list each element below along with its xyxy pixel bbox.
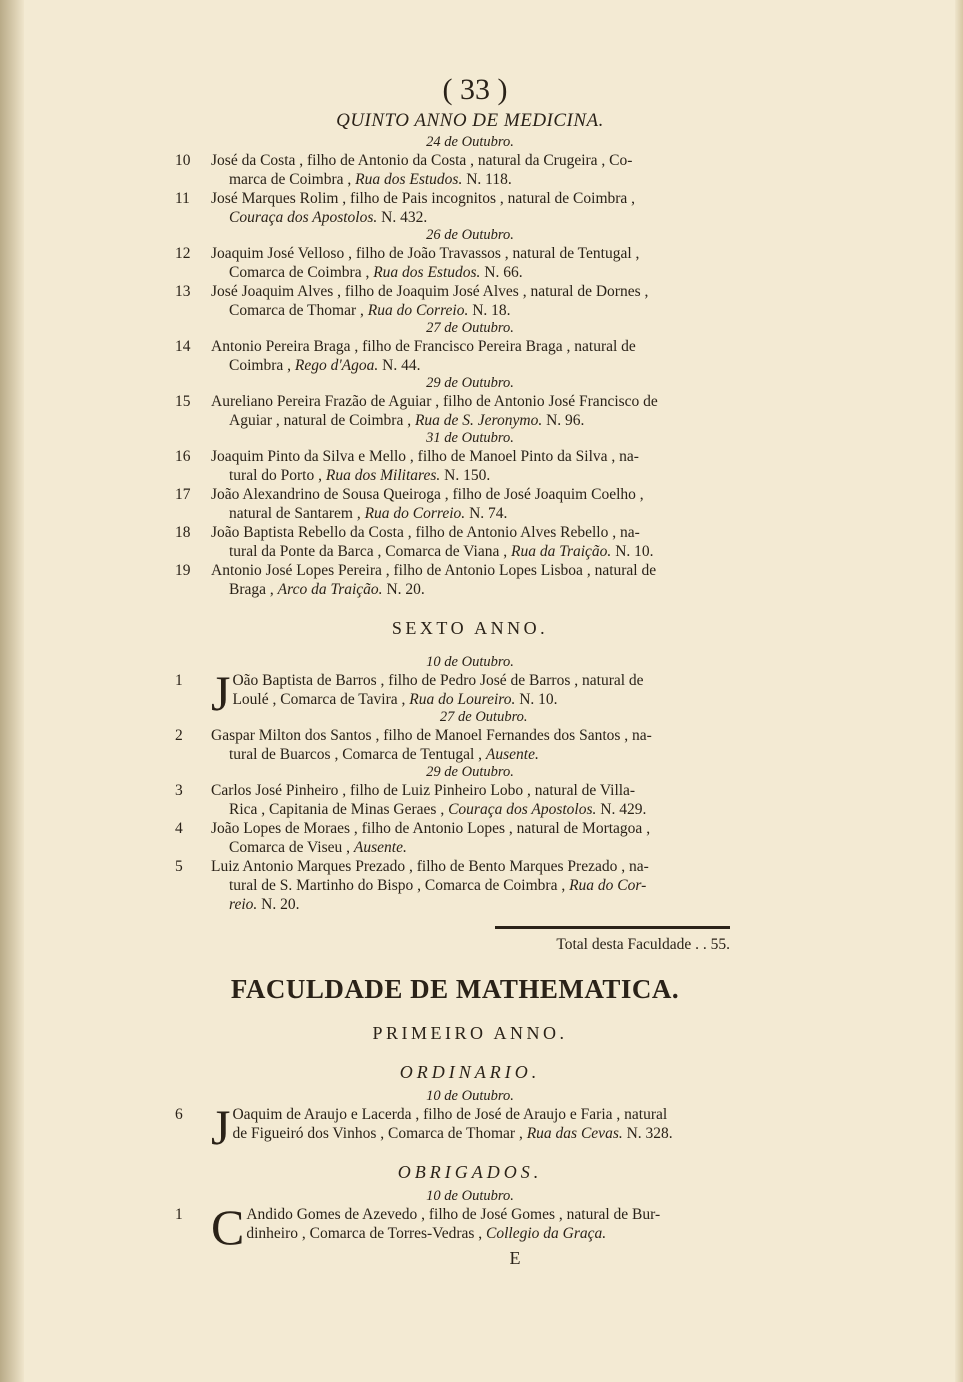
entry-address: Rego d'Agoa. [294, 357, 379, 374]
entry-line-text: natural de Santarem , [229, 505, 365, 522]
entry-line-text: tural do Porto , [229, 467, 326, 484]
entry-number: 6 [175, 1106, 183, 1123]
entry-line-text: N. 20. [382, 581, 425, 598]
entry-text [211, 485, 735, 523]
drop-capital: C [211, 1199, 245, 1255]
register-entry [175, 189, 735, 227]
entry-address: Rua da Traição. [510, 543, 612, 560]
entry-line [211, 838, 735, 857]
entry-text [211, 337, 735, 375]
entry-address: Collegio da Graça. [486, 1225, 607, 1242]
entry-line [211, 857, 735, 876]
entry-line-text: Joaquim José Velloso , filho de João Travassos , natural de Tentugal , [211, 245, 640, 262]
entry-line [211, 485, 735, 504]
entry-line-text: N. 18. [468, 302, 511, 319]
register-entry [175, 523, 735, 561]
sexto-anno-list [175, 654, 735, 914]
register-entry [175, 282, 735, 320]
entry-date: 24 de Outubro. [426, 134, 514, 150]
register-entry [175, 819, 735, 857]
entry-address: Rua de S. Jeronymo. [414, 412, 543, 429]
page-content [175, 72, 735, 1268]
entry-line-text: João Alexandrino de Sousa Queiroga , filho de José Joaquim Coelho , [211, 486, 644, 503]
entry-number: 4 [175, 820, 183, 837]
drop-capital: J [211, 665, 231, 721]
entry-number: 5 [175, 858, 183, 875]
entry-number: 11 [175, 190, 190, 207]
entry-text [211, 819, 735, 857]
entry-text [211, 282, 735, 320]
entry-line [211, 800, 735, 819]
entry-line-text: N. 44. [378, 357, 421, 374]
entry-address: Rua dos Estudos. [355, 171, 463, 188]
entry-date: 29 de Outubro. [426, 375, 514, 391]
entry-text [211, 392, 735, 430]
entry-address: Couraça dos Apostolos. [229, 209, 378, 226]
entry-line [211, 542, 735, 561]
register-entry [175, 244, 735, 282]
entry-address: Rua dos Militares. [325, 467, 441, 484]
entry-line [211, 781, 735, 800]
entry-number: 16 [175, 448, 191, 465]
entry-line [211, 170, 735, 189]
entry-line-text: de Figueiró dos Vinhos , Comarca de Thomar , [232, 1125, 527, 1142]
entry-text [211, 189, 735, 227]
entry-number: 13 [175, 283, 191, 300]
entry-number: 19 [175, 562, 191, 579]
ordinario-list [175, 1088, 735, 1155]
entry-date: 10 de Outubro. [426, 654, 514, 670]
quinto-anno-list [175, 134, 735, 599]
entry-line-text: Aguiar , natural de Coimbra , [229, 412, 415, 429]
entry-line-text: N. 96. [542, 412, 585, 429]
entry-line [211, 282, 735, 301]
entry-line-text: N. 10. [515, 691, 558, 708]
entry-line [211, 208, 735, 227]
entry-line [211, 392, 735, 411]
entry-text [211, 244, 735, 282]
entry-line-text: Comarca de Viseu , [229, 839, 354, 856]
entry-number: 2 [175, 727, 183, 744]
register-entry [175, 485, 735, 523]
entry-line-text: Luiz Antonio Marques Prezado , filho de Bento Marques Prezado , na- [211, 858, 649, 875]
entry-line [211, 447, 735, 466]
drop-capital: J [211, 1099, 231, 1155]
entry-number: 1 [175, 672, 183, 689]
entry-line-text: N. 150. [440, 467, 491, 484]
obrigados-list [175, 1188, 735, 1255]
register-entry [175, 726, 735, 764]
entry-address: Couraça dos Apostolos. [448, 801, 597, 818]
section-title: QUINTO ANNO DE MEDICINA. [336, 110, 604, 131]
entry-line-text: tural de Buarcos , Comarca de Tentugal , [229, 746, 486, 763]
entry-address: reio. [229, 896, 258, 913]
entry-line [211, 819, 735, 838]
entry-line [211, 895, 735, 914]
total-rule [495, 926, 730, 929]
entry-text [211, 523, 735, 561]
entry-line [211, 523, 735, 542]
entry-line-text: N. 20. [257, 896, 300, 913]
entry-line-text: José da Costa , filho de Antonio da Costa , natural da Crugeira , Co- [211, 152, 633, 169]
entry-address: Ausente. [485, 746, 539, 763]
register-entry [175, 781, 735, 819]
entry-line-text: Antonio José Lopes Pereira , filho de Antonio Lopes Lisboa , natural de [211, 562, 657, 579]
entry-line-text: N. 432. [377, 209, 428, 226]
entry-text [211, 1099, 735, 1155]
entry-address: Rua do Correio. [364, 505, 466, 522]
entry-date: 31 de Outubro. [426, 430, 514, 446]
entry-line-text: Gaspar Milton dos Santos , filho de Manoel Fernandes dos Santos , na- [211, 727, 652, 744]
entry-line-text: N. 10. [611, 543, 654, 560]
ordinario-heading: ORDINARIO. [399, 1062, 541, 1082]
binding-edge [0, 0, 24, 1382]
entry-line [211, 580, 735, 599]
entry-line [211, 244, 735, 263]
entry-address: Ausente. [353, 839, 407, 856]
entry-text [211, 1199, 735, 1255]
entry-text [211, 857, 735, 914]
entry-line-text: Antonio Pereira Braga , filho de Francisco Pereira Braga , natural de [211, 338, 636, 355]
entry-line-text: Braga , [229, 581, 278, 598]
register-entry [175, 151, 735, 189]
entry-date: 10 de Outubro. [426, 1088, 514, 1104]
entry-line [211, 690, 735, 709]
entry-line-text: N. 328. [622, 1125, 673, 1142]
entry-line-text: marca de Coimbra , [229, 171, 356, 188]
entry-line-text: Andido Gomes de Azevedo , filho de José Gomes , natural de Bur- [246, 1206, 661, 1223]
entry-line-text: tural da Ponte da Barca , Comarca de Viana , [229, 543, 511, 560]
entry-line [211, 411, 735, 430]
register-entry [175, 561, 735, 599]
entry-line-text: N. 66. [480, 264, 523, 281]
entry-address: Rua dos Estudos. [373, 264, 481, 281]
sexto-anno-heading: SEXTO ANNO. [391, 618, 549, 638]
register-entry [175, 392, 735, 430]
entry-line-text: Comarca de Thomar , [229, 302, 368, 319]
obrigados-heading: OBRIGADOS. [397, 1162, 543, 1182]
primeiro-anno-heading: PRIMEIRO ANNO. [372, 1023, 568, 1043]
entry-line [211, 263, 735, 282]
register-entry [175, 337, 735, 375]
entry-line [211, 356, 735, 375]
entry-number: 17 [175, 486, 191, 503]
entry-number: 3 [175, 782, 183, 799]
entry-line-text: José Joaquim Alves , filho de Joaquim José Alves , natural de Dornes , [211, 283, 649, 300]
entry-line-text: João Lopes de Moraes , filho de Antonio Lopes , natural de Mortagoa , [211, 820, 651, 837]
entry-number: 15 [175, 393, 191, 410]
entry-address: Rua das Cevas. [526, 1125, 623, 1142]
register-entry [175, 1199, 735, 1255]
register-entry [175, 857, 735, 914]
entry-line-text: Aureliano Pereira Frazão de Aguiar , filho de Antonio José Francisco de [211, 393, 658, 410]
entry-line-text: Coimbra , [229, 357, 295, 374]
faculty-total: Total desta Faculdade . . 55. [556, 936, 730, 953]
register-entry [175, 1099, 735, 1155]
entry-line-text: N. 118. [462, 171, 512, 188]
entry-line-text: N. 429. [596, 801, 647, 818]
entry-date: 27 de Outubro. [426, 320, 514, 336]
entry-line [211, 337, 735, 356]
entry-line [211, 466, 735, 485]
entry-line [211, 301, 735, 320]
entry-address: Arco da Traição. [277, 581, 383, 598]
entry-line [211, 745, 735, 764]
entry-line-text: João Baptista Rebello da Costa , filho de Antonio Alves Rebello , na- [211, 524, 640, 541]
entry-line [211, 151, 735, 170]
entry-line [211, 504, 735, 523]
entry-number: 14 [175, 338, 191, 355]
signature-mark: E [509, 1248, 521, 1268]
faculty-heading: FACULDADE DE MATHEMATICA. [230, 974, 680, 1004]
entry-text [211, 151, 735, 189]
entry-address: Rua do Correio. [367, 302, 469, 319]
entry-date: 26 de Outubro. [426, 227, 514, 243]
entry-text [211, 447, 735, 485]
entry-text [211, 561, 735, 599]
entry-line-text: Joaquim Pinto da Silva e Mello , filho de Manoel Pinto da Silva , na- [211, 448, 639, 465]
entry-line [211, 1124, 735, 1143]
entry-date: 27 de Outubro. [439, 709, 528, 725]
entry-line-text: Comarca de Coimbra , [229, 264, 374, 281]
entry-number: 12 [175, 245, 191, 262]
entry-address: Rua do Cor- [569, 877, 647, 894]
entry-number: 18 [175, 524, 191, 541]
page-number: ( 33 ) [442, 73, 508, 106]
entry-text [211, 781, 735, 819]
register-entry [175, 447, 735, 485]
entry-line-text: Loulé , Comarca de Tavira , [232, 691, 410, 708]
entry-line-text: Carlos José Pinheiro , filho de Luiz Pinheiro Lobo , natural de Villa- [211, 782, 636, 799]
entry-address: Rua do Loureiro. [409, 691, 516, 708]
entry-date: 10 de Outubro. [426, 1188, 514, 1204]
entry-date: 29 de Outubro. [426, 764, 514, 780]
entry-number: 1 [175, 1206, 183, 1223]
entry-line [211, 561, 735, 580]
entry-line-text: tural de S. Martinho do Bispo , Comarca de Coimbra , [229, 877, 570, 894]
entry-text [211, 726, 735, 764]
entry-line-text: Rica , Capitania de Minas Geraes , [229, 801, 449, 818]
entry-line-text: N. 74. [465, 505, 508, 522]
entry-line-text: dinheiro , Comarca de Torres-Vedras , [246, 1225, 487, 1242]
entry-line-text: Oaquim de Araujo e Lacerda , filho de José de Araujo e Faria , natural [232, 1106, 668, 1123]
entry-line-text: Oão Baptista de Barros , filho de Pedro José de Barros , natural de [232, 672, 644, 689]
entry-number: 10 [175, 152, 191, 169]
entry-line [211, 189, 735, 208]
entry-line [211, 726, 735, 745]
page-edge [955, 0, 963, 1382]
entry-line-text: José Marques Rolim , filho de Pais incognitos , natural de Coimbra , [211, 190, 636, 207]
entry-line [211, 1224, 735, 1243]
entry-line [211, 876, 735, 895]
